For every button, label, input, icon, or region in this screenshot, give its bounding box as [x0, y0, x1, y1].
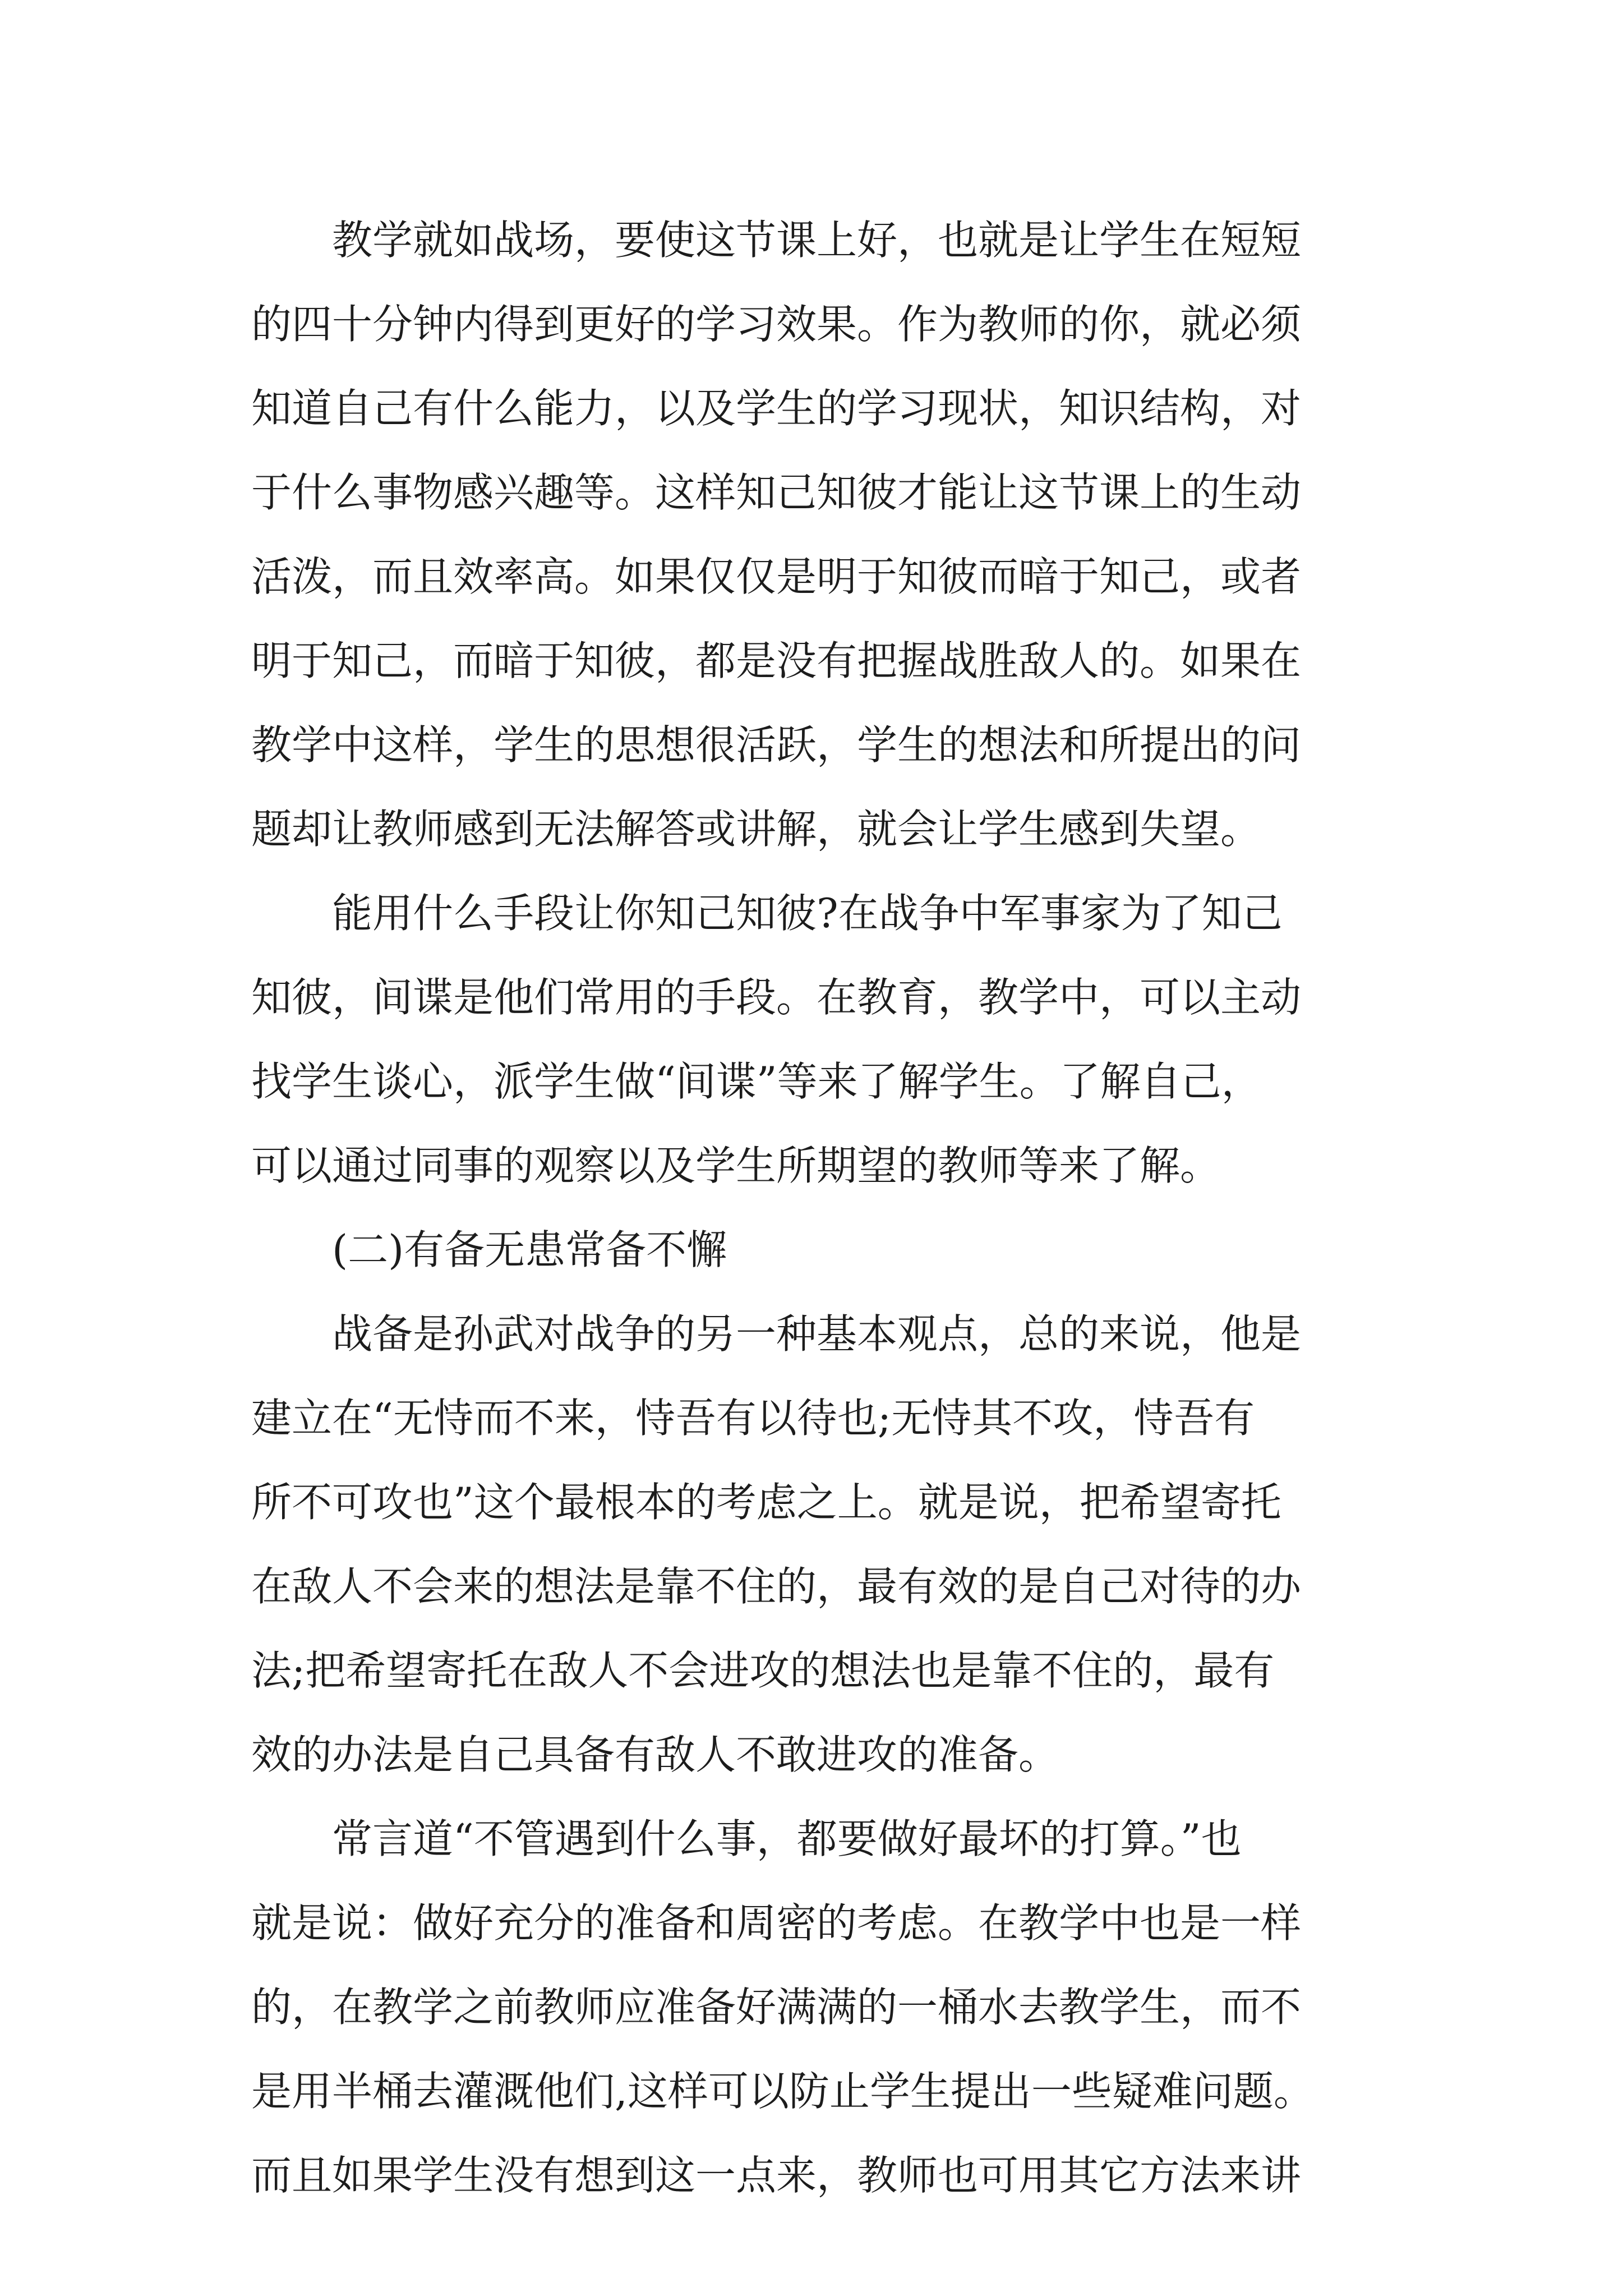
text-line: 题却让教师感到无法解答或讲解，就会让学生感到失望。 — [251, 806, 1261, 853]
text-line: 战备是孙武对战争的另一种基本观点，总的来说，他是 — [332, 1310, 1302, 1358]
text-line: 建立在“无恃而不来，恃吾有以待也;无恃其不攻，恃吾有 — [251, 1395, 1255, 1442]
text-line: 的四十分钟内得到更好的学习效果。作为教师的你，就必须 — [251, 301, 1302, 348]
text-line: 的，在教学之前教师应准备好满满的一桶水去教学生，而不 — [251, 1984, 1302, 2031]
text-line: 活泼，而且效率高。如果仅仅是明于知彼而暗于知己，或者 — [251, 553, 1302, 600]
text-line: 知彼，间谍是他们常用的手段。在教育，教学中，可以主动 — [251, 974, 1302, 1021]
section-heading: (二)有备无患常备不懈 — [332, 1226, 727, 1273]
text-line: 教学就如战场，要使这节课上好，也就是让学生在短短 — [332, 217, 1302, 264]
text-line: 而且如果学生没有想到这一点来，教师也可用其它方法来讲 — [251, 2152, 1302, 2199]
text-line: 找学生谈心，派学生做“间谍”等来了解学生。了解自己， — [251, 1058, 1262, 1105]
text-line: 效的办法是自己具备有敌人不敢进攻的准备。 — [251, 1731, 1059, 1778]
text-line: 所不可攻也”这个最根本的考虑之上。就是说，把希望寄托 — [251, 1479, 1281, 1526]
text-line: 在敌人不会来的想法是靠不住的，最有效的是自己对待的办 — [251, 1563, 1302, 1610]
text-line: 常言道“不管遇到什么事，都要做好最坏的打算。”也 — [332, 1815, 1242, 1862]
text-line: 法;把希望寄托在敌人不会进攻的想法也是靠不住的，最有 — [251, 1647, 1275, 1694]
text-line: 就是说：做好充分的准备和周密的考虑。在教学中也是一样 — [251, 1899, 1302, 1947]
text-line: 可以通过同事的观察以及学生所期望的教师等来了解。 — [251, 1142, 1221, 1189]
text-line: 于什么事物感兴趣等。这样知己知彼才能让这节课上的生动 — [251, 469, 1302, 516]
text-line: 是用半桶去灌溉他们,这样可以防止学生提出一些疑难问题。 — [251, 2068, 1314, 2115]
text-line: 能用什么手段让你知己知彼?在战争中军事家为了知己 — [332, 890, 1283, 937]
text-line: 明于知己，而暗于知彼，都是没有把握战胜敌人的。如果在 — [251, 637, 1302, 684]
text-line: 知道自己有什么能力，以及学生的学习现状，知识结构，对 — [251, 385, 1302, 432]
text-line: 教学中这样，学生的思想很活跃，学生的想法和所提出的问 — [251, 721, 1302, 769]
